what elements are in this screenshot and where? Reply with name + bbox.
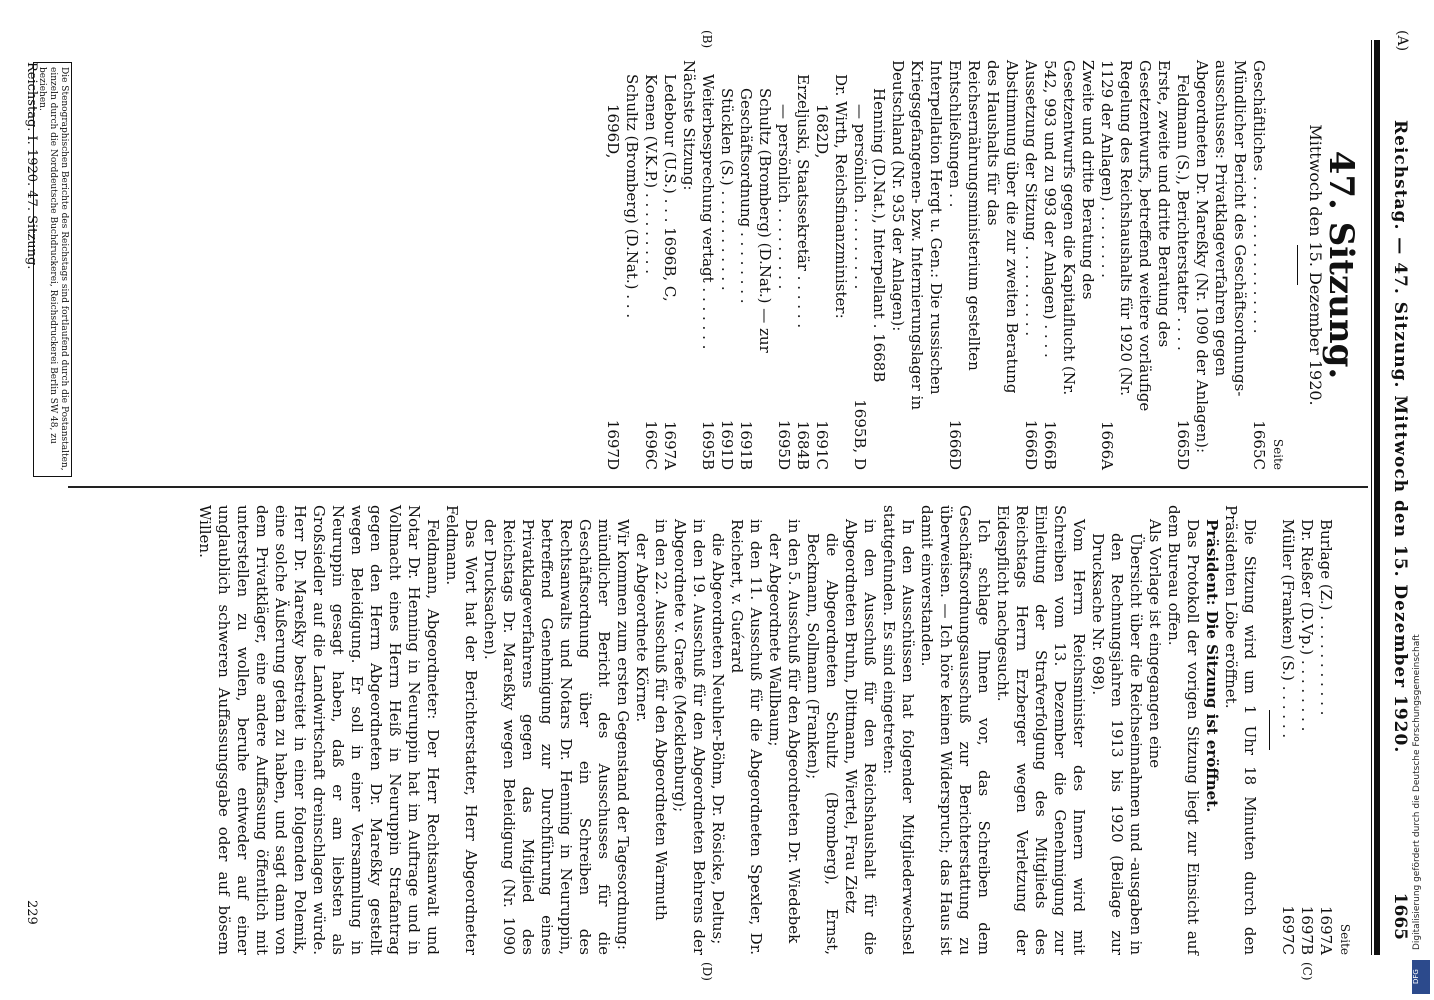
toc-entry-text: Aussetzung der Sitzung . . . . . . . . . .: [1022, 60, 1040, 337]
toc-entry: [869, 60, 888, 470]
toc-entry: [793, 60, 812, 470]
paragraph: in den Ausschuß für den Reichshaushalt für die Abgeordneten Bruhn, Dittmann, Wiertel, Frau Zietz: [842, 519, 879, 955]
toc-entry: [622, 60, 641, 470]
toc-entry-text: 1696D,: [604, 104, 622, 159]
paragraph: in den 19. Ausschuß für den Abgeordneten Behrens der Abgeordnete v. Graefe (Mecklenburg);: [671, 519, 708, 955]
margin-mark-a: (A): [1394, 30, 1410, 52]
toc-entry: [679, 60, 698, 470]
toc-entry: [660, 60, 679, 470]
paragraph: Präsident: Die Sitzung ist eröffnet.: [1203, 519, 1221, 813]
toc-entry: [1297, 505, 1316, 955]
margin-mark-d: (D): [700, 962, 714, 981]
paragraph: in den 11. Ausschuß für die Abgeordneten Spexler, Dr. Reichert, v. Guérard: [728, 519, 765, 955]
toc-entry: [850, 60, 869, 470]
paragraph: mündlicher Bericht des Ausschusses für die Geschäftsordnung über ein Schreiben des Rechtsanwalts und Notars Dr. Henning in Neuruppin, betreffend Genehmigung zur Durchführung eines Privatklageverfahrens gegen das Mitglied des Reichstags Dr. Mareßky wegen Beleidigung (Nr. 1090 der Drucksachen).: [481, 519, 613, 955]
running-title: Reichstag. — 47. Sitzung. Mittwoch den 15. Dezember 1920.: [1390, 120, 1410, 754]
table-of-contents: [603, 60, 1268, 470]
toc-entry-text: Erste, zweite und dritte Beratung des Gesetzentwurfs, betreffend weitere vorläufige Regelung des Reichshaushalts für 1920 (Nr. 1129 der Anlagen) . . . . . . . .: [1098, 60, 1173, 412]
subscription-note: Die Stenographischen Berichte des Reichstags sind fortlaufend durch die Postanstalten, einzeln durch die Norddeutsche Buchdruckerei, Reichsdruckerei Berlin SW 48, zu beziehen.: [33, 62, 72, 477]
toc-entry-text: Henning (D.Nat.), Interpellant . 1668B: [870, 88, 888, 383]
paragraph: Wir kommen zum ersten Gegenstand der Tagesordnung:: [614, 519, 632, 950]
toc-entry-text: Zweite und dritte Beratung des Gesetzentwurfs gegen die Kapitalflucht (Nr. 542, 993 und zu 993 der Anlagen) . . . .: [1041, 60, 1097, 396]
toc-entry-page: 1665D: [1174, 419, 1192, 470]
toc-entry-page: 1666A: [1098, 420, 1116, 470]
toc-entry-text: Geschäftliches . . . . . . . . . . . . . . . . .: [1250, 60, 1268, 334]
title-rule: [1297, 245, 1298, 285]
toc-entry-text: Abstimmung über die zur zweiten Beratung des Haushalts für das Reichsernährungsministerium gestellten Entschließungen . .: [946, 60, 1021, 394]
header-rule-thin: [1371, 40, 1372, 955]
session-title: 47. Sitzung.: [1321, 150, 1361, 380]
paragraph: Das Protokoll der vorigen Sitzung liegt zur Einsicht auf dem Bureau offen.: [1165, 505, 1202, 955]
paragraph: Das Wort hat der Berichterstatter, Herr Abgeordneter Feldmann.: [443, 505, 480, 955]
header-rule-thick: [1374, 40, 1380, 955]
right-column: [195, 505, 1354, 955]
paragraph: Vom Herrn Reichsminister des Innern wird mit Schreiben vom 13. Dezember die Genehmigung zur Einleitung der Strafverfolgung des Mitglieds des Reichstags Herrn Erzberger wegen Verletzung der Eidespflicht nachgesucht.: [994, 505, 1088, 955]
toc-entry-text: Stücklen (S.) . . . . . . . . . . .: [718, 88, 736, 291]
paragraph: Ich schlage Ihnen vor, das Schreiben dem Geschäftsordnungsausschuß zur Berichterstattung zu überweisen. — Ich höre keinen Widerspruch; das Haus ist damit einverstanden.: [918, 505, 993, 955]
toc-entry-text: Ledebour (U.S.) . . . 1696B, C,: [661, 74, 679, 302]
toc-entry-text: Weiterbesprechung vertagt . . . . . . .: [699, 74, 717, 350]
paragraph: In den Ausschüssen hat folgender Mitgliederwechsel stattgefunden. Es sind eingetreten:: [880, 505, 917, 955]
toc-entry-text: Koenen (V.K.P.) . . . . . . . . .: [642, 74, 660, 274]
proceedings-text: [195, 505, 1259, 955]
toc-entry-page: 1697A: [661, 420, 679, 470]
digitization-credit: Digitalisierung gefördert durch die Deutsche Forschungsgemeinschaft: [1412, 634, 1422, 950]
toc-entry: [641, 60, 660, 470]
toc-entry-text: Feldmann (S.), Berichterstatter . . . .: [1174, 74, 1192, 351]
toc-entry-page: 1697A: [1317, 905, 1335, 955]
margin-mark-c: (C): [1300, 962, 1314, 981]
paragraph: Übersicht über die Reichseinnahmen und -ausgaben in den Rechnungsjahren 1913 bis 1920 (Beilage zur Drucksache Nr. 698).: [1089, 533, 1145, 955]
toc-entry: [1173, 60, 1192, 470]
page-number: 1665: [1390, 892, 1410, 940]
toc-entry: [812, 60, 831, 470]
toc-entry: [1021, 60, 1040, 470]
toc-entry-page: 1666D: [946, 419, 964, 470]
paragraph: in den 22. Ausschuß für den Abgeordneten Warmuth: [652, 519, 670, 921]
toc-entry-text: Interpellation Hergt u. Gen.: Die russischen Kriegsgefangenen- bzw. Internierungslager in Deutschland (Nr. 935 der Anlagen):: [889, 60, 945, 411]
toc-entry-page: 1696C: [642, 420, 660, 470]
dfg-logo: DFG: [1412, 960, 1430, 994]
toc-entry-text: — persönlich . . . . . . . . .: [775, 104, 793, 290]
toc-entry-text: Schultz (Bromberg) (D.Nat.) . . .: [623, 74, 641, 319]
seite-label: Seite: [1271, 438, 1285, 470]
paragraph: Feldmann, Abgeordneter: Der Herr Rechtsanwalt und Notar Dr. Henning in Neuruppin hat im Auftrage und in Vollmacht eines Herrn Heiß in Neuruppin Strafantrag gegen den Herrn Abgeordneten Dr. Mareßky gestellt wegen Beleidigung. Er soll in einer Versammlung in Neuruppin gesagt haben, daß er am liebsten als Großsiedler auf die Landwirtschaft dreinschlagen würde. Herr Dr. Mareßky bestreitet in einer folgenden Polemik, eine solche Äußerung getan zu haben, und sagt dann von dem Privatkläger, eine andere Auffassung öffentlich mit unterstellen zu wollen, beruhe entweder auf einer unglaublich schweren Auffassungsgabe oder auf bösem Willen.: [196, 505, 442, 955]
toc-entry: [1249, 60, 1268, 470]
toc-entry-page: 1666D: [1022, 419, 1040, 470]
toc-entry-text: Burlage (Z.) . . . . . . . . . . .: [1317, 519, 1335, 716]
toc-entry-text: Schultz (Bromberg) (D.Nat.) — zur Geschäftsordnung . . . . . . . .: [737, 88, 774, 353]
toc-entry-text: Mündlicher Bericht des Geschäftsordnungs-ausschusses: Privatklageverfahren gegen Abgeordneten Dr. Mareßky (Nr. 1090 der Anlagen):: [1193, 60, 1249, 454]
paragraph: die Abgeordneten Schultz (Bromberg), Ernst, Beckmann, Sollmann (Franken);: [804, 533, 841, 955]
toc-entry: [1192, 60, 1249, 470]
toc-entry: [831, 60, 850, 470]
toc-entry: [736, 60, 774, 470]
paragraph: Die Sitzung wird um 1 Uhr 18 Minuten durch den Präsidenten Löbe eröffnet.: [1222, 505, 1259, 955]
paragraph: Als Vorlage ist eingegangen eine: [1146, 519, 1164, 769]
toc-entry: [1278, 505, 1297, 955]
toc-entry: [1316, 505, 1335, 955]
toc-entry-page: 1691D: [718, 419, 736, 470]
column-divider: [68, 486, 1368, 488]
toc-entry-page: 1666B: [1041, 420, 1059, 470]
toc-entry-page: 1684B: [794, 420, 812, 470]
toc-entry-text: 1682D,: [813, 104, 831, 159]
toc-entry: [603, 60, 622, 470]
toc-entry: [945, 60, 1021, 470]
toc-entry-page: 1695B, D: [851, 399, 869, 470]
toc-entry-page: 1665C: [1250, 420, 1268, 470]
toc-entry: [1040, 60, 1097, 470]
toc-entry-text: — persönlich . . . . . . . . .: [851, 104, 869, 290]
toc-entry-text: Dr. Rießer (D.Vp.) . . . . . . . .: [1298, 519, 1316, 732]
toc-entry: [698, 60, 717, 470]
footer-signature: Reichstag. I. 1920. 47. Sitzung.: [24, 62, 39, 270]
paragraph: die Abgeordneten Neuhler-Böhm, Dr. Rösicke, Deltus;: [709, 533, 727, 945]
toc-entry-text: Müller (Franken) (S.) . . . . . .: [1279, 519, 1297, 739]
paragraph: der Abgeordnete Wallbaum;: [766, 533, 784, 747]
toc-entry-text: Nächste Sitzung:: [680, 60, 698, 191]
continued-toc: [1278, 505, 1335, 955]
toc-entry-page: 1697D: [604, 419, 622, 470]
paragraph: in den 5. Ausschuß für den Abgeordneten Dr. Wiedebek: [785, 519, 803, 944]
paragraph: der Abgeordnete Körner.: [633, 533, 651, 723]
toc-entry-page: 1691B: [737, 420, 755, 470]
toc-entry: [774, 60, 793, 470]
toc-entry-text: Erzeljuski, Staatssekretär . . . . . .: [794, 74, 812, 329]
left-column: [603, 60, 1361, 470]
toc-entry: [888, 60, 945, 470]
toc-entry: [1097, 60, 1173, 470]
toc-entry-page: 1697B: [1298, 905, 1316, 955]
toc-entry-page: 1695B: [699, 420, 717, 470]
toc-entry: [717, 60, 736, 470]
section-rule: [1269, 710, 1270, 750]
toc-entry-page: 1697C: [1279, 905, 1297, 955]
margin-mark-b: (B): [700, 30, 714, 49]
session-date: Mittwoch den 15. Dezember 1920.: [1306, 124, 1325, 406]
toc-entry-page: 1695D: [775, 419, 793, 470]
footer-page-number: 229: [24, 900, 39, 925]
toc-entry-text: Dr. Wirth, Reichsfinanzminister:: [832, 74, 850, 319]
toc-entry-page: 1691C: [813, 420, 831, 470]
seite-label-right: Seite: [1338, 923, 1352, 955]
